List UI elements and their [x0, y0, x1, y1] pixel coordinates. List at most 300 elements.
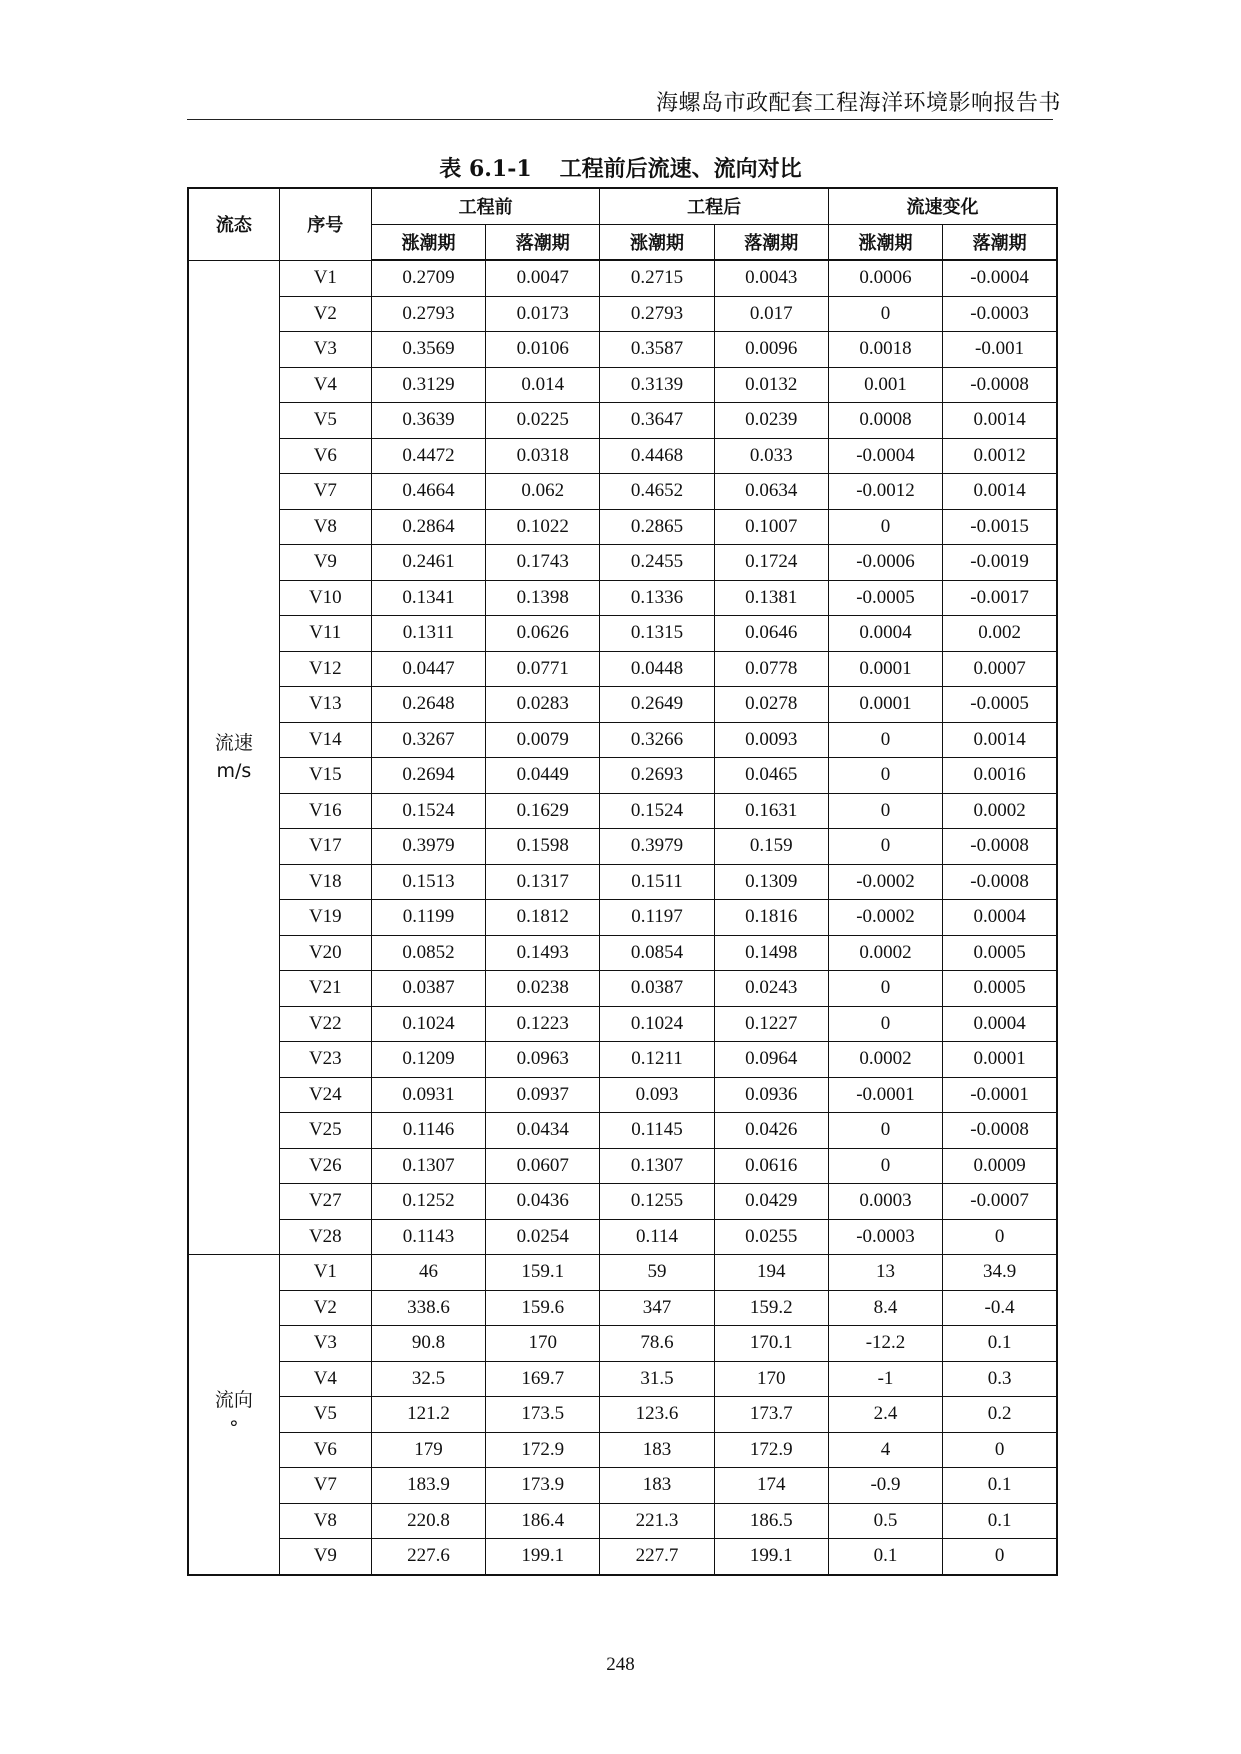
table-row — [188, 580, 1057, 616]
value-cell: 0.0238 — [486, 971, 600, 1007]
value-cell: 0.0243 — [714, 971, 828, 1007]
table-header — [188, 188, 1057, 260]
value-cell: 59 — [600, 1255, 714, 1291]
point-id-cell: V19 — [279, 900, 371, 936]
value-cell: 0.0426 — [714, 1113, 828, 1149]
point-id-cell: V3 — [279, 332, 371, 368]
header-group-before: 工程前 — [371, 188, 600, 224]
table-row — [188, 1006, 1057, 1042]
value-cell: 170 — [714, 1361, 828, 1397]
value-cell: 0.1743 — [486, 545, 600, 581]
value-cell: -0.0005 — [943, 687, 1057, 723]
flow-state-name: 流向 — [214, 1389, 253, 1412]
value-cell: 0.1311 — [371, 616, 485, 652]
value-cell: -0.0017 — [943, 580, 1057, 616]
value-cell: 0.0436 — [486, 1184, 600, 1220]
value-cell: 0 — [828, 758, 942, 794]
value-cell: -0.0002 — [828, 900, 942, 936]
point-id-cell: V16 — [279, 793, 371, 829]
value-cell: 0.1398 — [486, 580, 600, 616]
value-cell: 0.001 — [828, 367, 942, 403]
value-cell: 186.5 — [714, 1503, 828, 1539]
value-cell: 0.1336 — [600, 580, 714, 616]
value-cell: 0.3979 — [600, 829, 714, 865]
point-id-cell: V8 — [279, 509, 371, 545]
value-cell: 0.1145 — [600, 1113, 714, 1149]
value-cell: 0.1255 — [600, 1184, 714, 1220]
value-cell: 0 — [943, 1219, 1057, 1255]
value-cell: 0.002 — [943, 616, 1057, 652]
value-cell: 227.6 — [371, 1539, 485, 1575]
value-cell: 172.9 — [486, 1432, 600, 1468]
header-phase: 落潮期 — [486, 224, 600, 260]
value-cell: 0.093 — [600, 1077, 714, 1113]
value-cell: 0.0093 — [714, 722, 828, 758]
table-row — [188, 864, 1057, 900]
point-id-cell: V25 — [279, 1113, 371, 1149]
value-cell: 0.1524 — [600, 793, 714, 829]
value-cell: 0.159 — [714, 829, 828, 865]
point-id-cell: V3 — [279, 1326, 371, 1362]
value-cell: 0.3267 — [371, 722, 485, 758]
value-cell: 0.1146 — [371, 1113, 485, 1149]
value-cell: 0.1227 — [714, 1006, 828, 1042]
point-id-cell: V28 — [279, 1219, 371, 1255]
value-cell: 0.0931 — [371, 1077, 485, 1113]
value-cell: 0.1307 — [371, 1148, 485, 1184]
table-row — [188, 687, 1057, 723]
value-cell: 0.2649 — [600, 687, 714, 723]
value-cell: 0.1341 — [371, 580, 485, 616]
value-cell: 0.2793 — [600, 296, 714, 332]
value-cell: 0.2461 — [371, 545, 485, 581]
value-cell: 0 — [828, 971, 942, 1007]
value-cell: 0.0434 — [486, 1113, 600, 1149]
flow-state-name: 流速 — [214, 732, 253, 755]
table-row — [188, 758, 1057, 794]
table-row — [188, 829, 1057, 865]
value-cell: 0.3647 — [600, 403, 714, 439]
value-cell: 0.1197 — [600, 900, 714, 936]
table-row — [188, 1432, 1057, 1468]
value-cell: 0.1211 — [600, 1042, 714, 1078]
value-cell: -0.0001 — [943, 1077, 1057, 1113]
value-cell: 123.6 — [600, 1397, 714, 1433]
value-cell: 0.1 — [943, 1503, 1057, 1539]
value-cell: 221.3 — [600, 1503, 714, 1539]
value-cell: 0.0278 — [714, 687, 828, 723]
value-cell: 0.0239 — [714, 403, 828, 439]
table-row — [188, 1184, 1057, 1220]
value-cell: -0.001 — [943, 332, 1057, 368]
value-cell: 0.2455 — [600, 545, 714, 581]
value-cell: 183.9 — [371, 1468, 485, 1504]
value-cell: 0 — [828, 1006, 942, 1042]
value-cell: 0.2793 — [371, 296, 485, 332]
value-cell: 0.0096 — [714, 332, 828, 368]
header-group-after: 工程后 — [600, 188, 829, 224]
value-cell: 0.0014 — [943, 722, 1057, 758]
value-cell: 0.0012 — [943, 438, 1057, 474]
value-cell: -0.0004 — [828, 438, 942, 474]
table-row — [188, 1503, 1057, 1539]
value-cell: 0.2 — [943, 1397, 1057, 1433]
value-cell: 194 — [714, 1255, 828, 1291]
value-cell: 0.0005 — [943, 971, 1057, 1007]
value-cell: 0.0255 — [714, 1219, 828, 1255]
value-cell: 0.1513 — [371, 864, 485, 900]
value-cell: 0.0607 — [486, 1148, 600, 1184]
value-cell: 121.2 — [371, 1397, 485, 1433]
value-cell: 0.2715 — [600, 260, 714, 296]
point-id-cell: V18 — [279, 864, 371, 900]
running-header-title: 海螺岛市政配套工程海洋环境影响报告书 — [655, 90, 1061, 115]
value-cell: 186.4 — [486, 1503, 600, 1539]
value-cell: 0.0001 — [828, 687, 942, 723]
point-id-cell: V9 — [279, 1539, 371, 1575]
value-cell: 0.1209 — [371, 1042, 485, 1078]
table-row — [188, 1113, 1057, 1149]
table-row — [188, 1255, 1057, 1291]
table-row — [188, 1539, 1057, 1575]
table-caption — [0, 152, 1241, 183]
table-row — [188, 1077, 1057, 1113]
value-cell: 0.0387 — [371, 971, 485, 1007]
value-cell: 0.1511 — [600, 864, 714, 900]
point-id-cell: V5 — [279, 403, 371, 439]
value-cell: 0.1812 — [486, 900, 600, 936]
value-cell: 0.0449 — [486, 758, 600, 794]
point-id-cell: V23 — [279, 1042, 371, 1078]
value-cell: 0.4472 — [371, 438, 485, 474]
value-cell: 173.5 — [486, 1397, 600, 1433]
value-cell: 31.5 — [600, 1361, 714, 1397]
table-row — [188, 935, 1057, 971]
value-cell: 78.6 — [600, 1326, 714, 1362]
value-cell: 159.1 — [486, 1255, 600, 1291]
value-cell: 0.3266 — [600, 722, 714, 758]
value-cell: 0 — [828, 829, 942, 865]
point-id-cell: V10 — [279, 580, 371, 616]
value-cell: 0.1724 — [714, 545, 828, 581]
value-cell: 0.3587 — [600, 332, 714, 368]
value-cell: 0.0014 — [943, 403, 1057, 439]
header-phase: 涨潮期 — [828, 224, 942, 260]
flow-state-unit: m/s — [216, 760, 252, 783]
point-id-cell: V17 — [279, 829, 371, 865]
value-cell: -0.0003 — [943, 296, 1057, 332]
value-cell: -0.0003 — [828, 1219, 942, 1255]
value-cell: 0.0447 — [371, 651, 485, 687]
value-cell: -0.0001 — [828, 1077, 942, 1113]
value-cell: 34.9 — [943, 1255, 1057, 1291]
value-cell: 173.9 — [486, 1468, 600, 1504]
point-id-cell: V14 — [279, 722, 371, 758]
table-row — [188, 900, 1057, 936]
table-row — [188, 1219, 1057, 1255]
value-cell: 0.0043 — [714, 260, 828, 296]
value-cell: 0.0004 — [943, 900, 1057, 936]
value-cell: 0.2865 — [600, 509, 714, 545]
table-row — [188, 474, 1057, 510]
point-id-cell: V21 — [279, 971, 371, 1007]
value-cell: 0.0318 — [486, 438, 600, 474]
value-cell: 159.2 — [714, 1290, 828, 1326]
value-cell: 0.1199 — [371, 900, 485, 936]
value-cell: -0.0005 — [828, 580, 942, 616]
value-cell: 0.0003 — [828, 1184, 942, 1220]
value-cell: 0.2864 — [371, 509, 485, 545]
table-row — [188, 367, 1057, 403]
value-cell: -0.0007 — [943, 1184, 1057, 1220]
value-cell: 0 — [828, 722, 942, 758]
value-cell: 0 — [828, 509, 942, 545]
value-cell: 173.7 — [714, 1397, 828, 1433]
value-cell: 0.1309 — [714, 864, 828, 900]
table-row — [188, 1290, 1057, 1326]
point-id-cell: V2 — [279, 1290, 371, 1326]
value-cell: 0.017 — [714, 296, 828, 332]
value-cell: 0.1223 — [486, 1006, 600, 1042]
value-cell: 0.2694 — [371, 758, 485, 794]
table-row — [188, 1042, 1057, 1078]
value-cell: 0.0964 — [714, 1042, 828, 1078]
point-id-cell: V13 — [279, 687, 371, 723]
value-cell: 170.1 — [714, 1326, 828, 1362]
value-cell: 0.0616 — [714, 1148, 828, 1184]
table-row — [188, 722, 1057, 758]
value-cell: 0.0626 — [486, 616, 600, 652]
value-cell: 0.0854 — [600, 935, 714, 971]
value-cell: 170 — [486, 1326, 600, 1362]
value-cell: 0.0634 — [714, 474, 828, 510]
flow-state-unit: ° — [229, 1417, 239, 1440]
table-row — [188, 651, 1057, 687]
value-cell: 46 — [371, 1255, 485, 1291]
value-cell: 0 — [828, 1148, 942, 1184]
value-cell: 0.0254 — [486, 1219, 600, 1255]
value-cell: 0.2693 — [600, 758, 714, 794]
value-cell: 183 — [600, 1432, 714, 1468]
point-id-cell: V8 — [279, 1503, 371, 1539]
point-id-cell: V12 — [279, 651, 371, 687]
value-cell: 0.0001 — [828, 651, 942, 687]
point-id-cell: V1 — [279, 260, 371, 296]
value-cell: 0.0002 — [828, 1042, 942, 1078]
point-id-cell: V5 — [279, 1397, 371, 1433]
value-cell: 4 — [828, 1432, 942, 1468]
value-cell: 0.0771 — [486, 651, 600, 687]
value-cell: 0.3569 — [371, 332, 485, 368]
value-cell: 0.0002 — [828, 935, 942, 971]
point-id-cell: V6 — [279, 1432, 371, 1468]
value-cell: 0.1816 — [714, 900, 828, 936]
value-cell: 0.1307 — [600, 1148, 714, 1184]
value-cell: 0 — [828, 793, 942, 829]
value-cell: 0.0008 — [828, 403, 942, 439]
value-cell: -0.0002 — [828, 864, 942, 900]
table-row — [188, 971, 1057, 1007]
value-cell: 0.4468 — [600, 438, 714, 474]
value-cell: 199.1 — [486, 1539, 600, 1575]
value-cell: 174 — [714, 1468, 828, 1504]
table-row — [188, 1397, 1057, 1433]
point-id-cell: V11 — [279, 616, 371, 652]
value-cell: 0.1252 — [371, 1184, 485, 1220]
value-cell: 220.8 — [371, 1503, 485, 1539]
value-cell: 0.1381 — [714, 580, 828, 616]
point-id-cell: V22 — [279, 1006, 371, 1042]
table-row — [188, 332, 1057, 368]
value-cell: 338.6 — [371, 1290, 485, 1326]
page-number: 248 — [606, 1654, 635, 1675]
value-cell: 0.1629 — [486, 793, 600, 829]
header-flow-state: 流态 — [188, 188, 279, 260]
point-id-cell: V2 — [279, 296, 371, 332]
value-cell: 0.0387 — [600, 971, 714, 1007]
value-cell: 0.0646 — [714, 616, 828, 652]
value-cell: 0.0002 — [943, 793, 1057, 829]
header-phase: 落潮期 — [943, 224, 1057, 260]
value-cell: 0.0429 — [714, 1184, 828, 1220]
value-cell: 0.1598 — [486, 829, 600, 865]
table-row — [188, 793, 1057, 829]
value-cell: -12.2 — [828, 1326, 942, 1362]
point-id-cell: V20 — [279, 935, 371, 971]
table-body — [188, 260, 1057, 1575]
value-cell: 0.0004 — [828, 616, 942, 652]
value-cell: 0.0006 — [828, 260, 942, 296]
value-cell: -0.0008 — [943, 367, 1057, 403]
header-divider — [187, 119, 1053, 120]
header-index: 序号 — [279, 188, 371, 260]
table-row — [188, 403, 1057, 439]
value-cell: 0.0079 — [486, 722, 600, 758]
table-row — [188, 1148, 1057, 1184]
value-cell: 0.0009 — [943, 1148, 1057, 1184]
value-cell: 0.2709 — [371, 260, 485, 296]
flow-state-cell — [188, 260, 279, 1255]
point-id-cell: V4 — [279, 367, 371, 403]
value-cell: -1 — [828, 1361, 942, 1397]
point-id-cell: V9 — [279, 545, 371, 581]
value-cell: -0.0019 — [943, 545, 1057, 581]
value-cell: 0.1022 — [486, 509, 600, 545]
value-cell: 169.7 — [486, 1361, 600, 1397]
table-row — [188, 260, 1057, 296]
table-row — [188, 296, 1057, 332]
table-row — [188, 1361, 1057, 1397]
value-cell: 0.114 — [600, 1219, 714, 1255]
table-row — [188, 438, 1057, 474]
value-cell: 0 — [828, 296, 942, 332]
value-cell: 0.0016 — [943, 758, 1057, 794]
value-cell: 0.1 — [828, 1539, 942, 1575]
value-cell: 0.1 — [943, 1326, 1057, 1362]
point-id-cell: V15 — [279, 758, 371, 794]
value-cell: 0.0173 — [486, 296, 600, 332]
value-cell: 0.1007 — [714, 509, 828, 545]
value-cell: 0.4652 — [600, 474, 714, 510]
value-cell: 0.1317 — [486, 864, 600, 900]
point-id-cell: V4 — [279, 1361, 371, 1397]
value-cell: -0.0004 — [943, 260, 1057, 296]
table-title: 工程前后流速、流向对比 — [559, 156, 802, 182]
value-cell: 0.0018 — [828, 332, 942, 368]
value-cell: 0.033 — [714, 438, 828, 474]
value-cell: 0.0963 — [486, 1042, 600, 1078]
value-cell: 0.1524 — [371, 793, 485, 829]
value-cell: 0.1493 — [486, 935, 600, 971]
value-cell: 347 — [600, 1290, 714, 1326]
value-cell: 0.5 — [828, 1503, 942, 1539]
value-cell: -0.4 — [943, 1290, 1057, 1326]
value-cell: 0.3129 — [371, 367, 485, 403]
value-cell: 0.2648 — [371, 687, 485, 723]
value-cell: 0.1315 — [600, 616, 714, 652]
value-cell: 0.0132 — [714, 367, 828, 403]
table-row — [188, 509, 1057, 545]
value-cell: 0.3639 — [371, 403, 485, 439]
value-cell: -0.0008 — [943, 1113, 1057, 1149]
flow-state-cell — [188, 1255, 279, 1575]
value-cell: 0.0937 — [486, 1077, 600, 1113]
header-phase: 涨潮期 — [600, 224, 714, 260]
value-cell: 2.4 — [828, 1397, 942, 1433]
value-cell: 0.1024 — [371, 1006, 485, 1042]
table-row — [188, 545, 1057, 581]
value-cell: 0.0852 — [371, 935, 485, 971]
value-cell: 0.0465 — [714, 758, 828, 794]
value-cell: 0.0936 — [714, 1077, 828, 1113]
value-cell: -0.9 — [828, 1468, 942, 1504]
value-cell: 0 — [943, 1539, 1057, 1575]
value-cell: 0.062 — [486, 474, 600, 510]
value-cell: 0 — [828, 1113, 942, 1149]
value-cell: 0.0225 — [486, 403, 600, 439]
value-cell: 0.1498 — [714, 935, 828, 971]
point-id-cell: V24 — [279, 1077, 371, 1113]
value-cell: 0.3139 — [600, 367, 714, 403]
header-phase: 涨潮期 — [371, 224, 485, 260]
value-cell: 0.3 — [943, 1361, 1057, 1397]
value-cell: -0.0008 — [943, 829, 1057, 865]
table-row — [188, 1468, 1057, 1504]
value-cell: 179 — [371, 1432, 485, 1468]
value-cell: 183 — [600, 1468, 714, 1504]
value-cell: 0.1631 — [714, 793, 828, 829]
value-cell: 0.0448 — [600, 651, 714, 687]
value-cell: 0.0778 — [714, 651, 828, 687]
value-cell: -0.0008 — [943, 864, 1057, 900]
value-cell: 0 — [943, 1432, 1057, 1468]
table-row — [188, 1326, 1057, 1362]
flow-comparison-table — [187, 187, 1058, 1576]
value-cell: 0.4664 — [371, 474, 485, 510]
header-phase: 落潮期 — [714, 224, 828, 260]
value-cell: 0.0014 — [943, 474, 1057, 510]
value-cell: 0.014 — [486, 367, 600, 403]
value-cell: -0.0012 — [828, 474, 942, 510]
value-cell: 172.9 — [714, 1432, 828, 1468]
value-cell: 0.0283 — [486, 687, 600, 723]
table-number: 表 6.1-1 — [439, 156, 532, 182]
value-cell: 0.0004 — [943, 1006, 1057, 1042]
value-cell: 0.1024 — [600, 1006, 714, 1042]
value-cell: 0.0106 — [486, 332, 600, 368]
point-id-cell: V6 — [279, 438, 371, 474]
header-group-change: 流速变化 — [828, 188, 1057, 224]
